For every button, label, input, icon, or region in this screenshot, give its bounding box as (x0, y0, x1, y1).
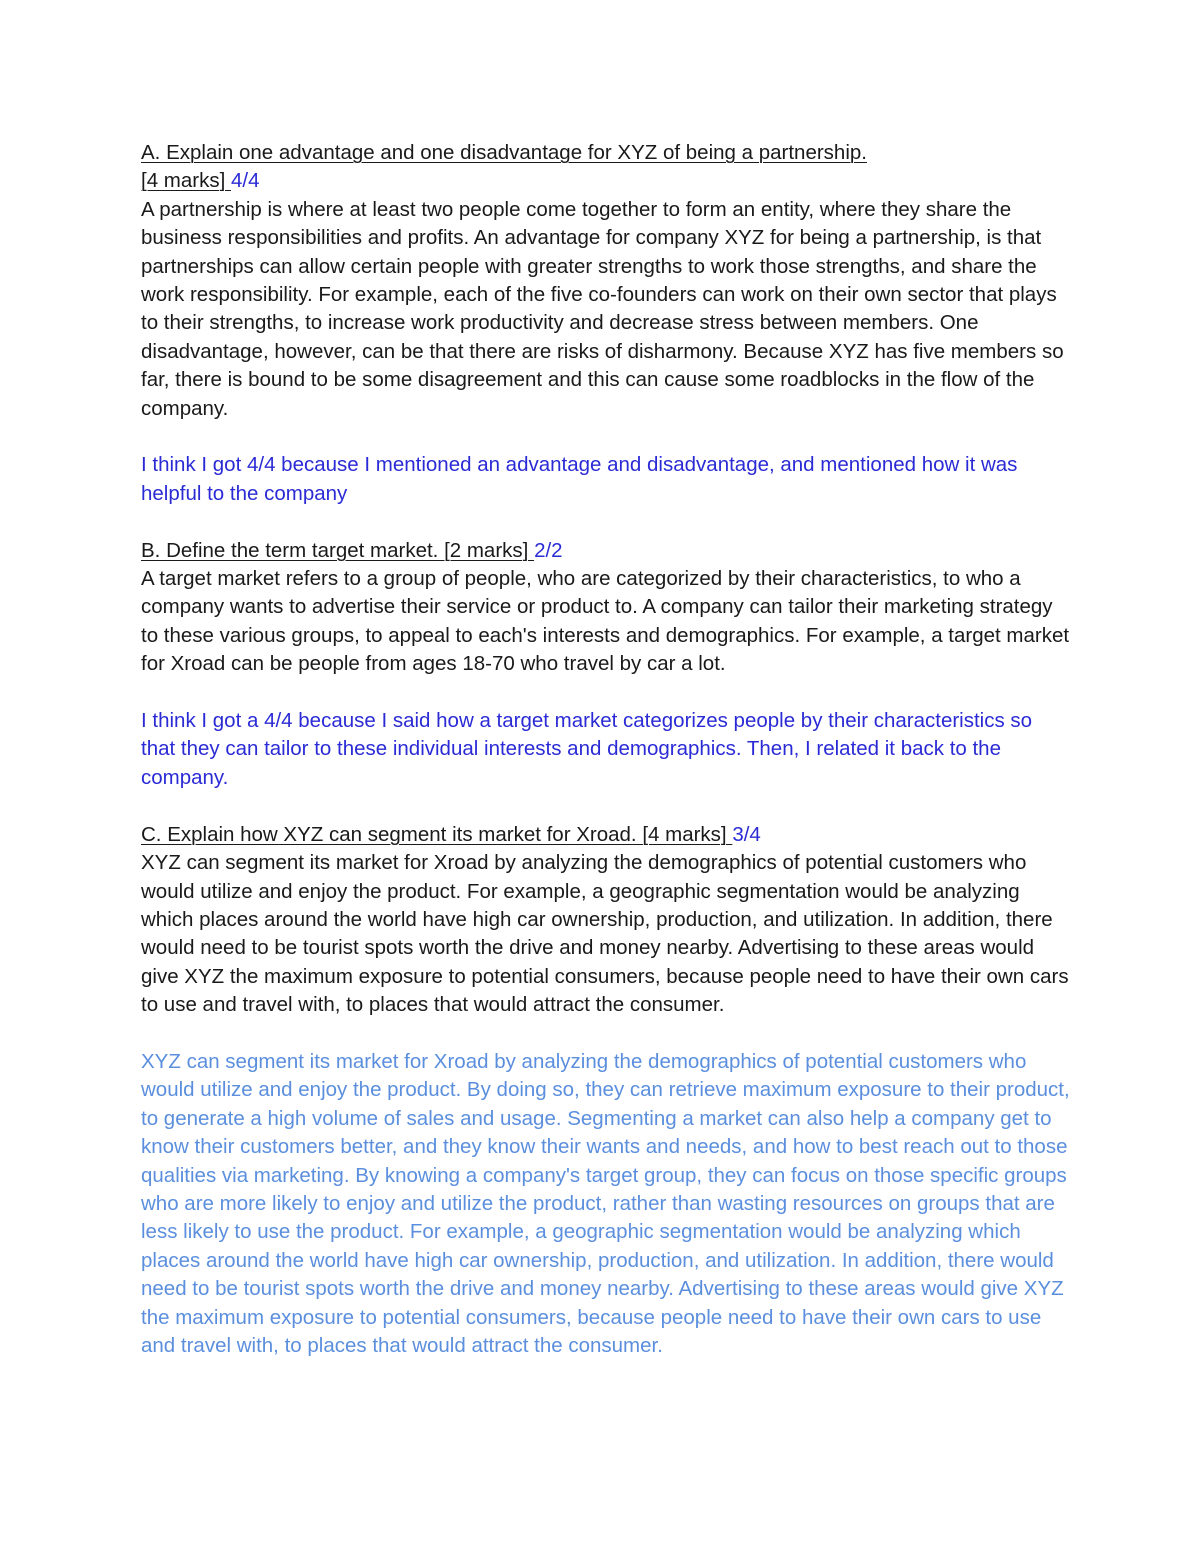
reflection-c: XYZ can segment its market for Xroad by analyzing the demographics of potential customers who would utilize and enjoy the product. By doing so, they can retrieve maximum exposure to their product, to generate a high volume of sales and usage. Segmenting a market can also help a company get to know their customers better, and they know their wants and needs, and how to best reach out to those qualities via marketing. By knowing a company's target group, they can focus on those specific groups who are more likely to enjoy and utilize the product, rather than wasting resources on groups that are less likely to use the product. For example, a geographic segmentation would be analyzing which places around the world have high car ownership, production, and utilization. In addition, there would need to be tourist spots worth the drive and money nearby. Advertising to these areas would give XYZ the maximum exposure to potential consumers, because people need to have their own cars to use and travel with, to places that would attract the consumer. (141, 1049, 1070, 1357)
answer-a: A partnership is where at least two people come together to form an entity, where they share the business responsibilities and profits. An advantage for company XYZ for being a partnership, is that partnerships can allow certain people with greater strengths to work those strengths, and share the work responsibility. For example, each of the five co-founders can work on their own sector that plays to their strengths, to increase work productivity and decrease stress between members. One disadvantage, however, can be that there are risks of disharmony. Because XYZ has five members so far, there is bound to be some disagreement and this can cause some roadblocks in the flow of the company. (141, 197, 1064, 420)
spacer (141, 792, 1071, 820)
score-a: 4/4 (231, 169, 260, 193)
answer-c: XYZ can segment its market for Xroad by analyzing the demographics of potential customers who would utilize and enjoy the product. For example, a geographic segmentation would be analyzing which places around the world have high car ownership, production, and utilization. In addition, there would need to be tourist spots worth the drive and money nearby. Advertising to these areas would give XYZ the maximum exposure to potential consumers, because people need to have their own cars to use and travel with, to places that would attract the consumer. (141, 851, 1069, 1017)
question-b (141, 537, 1071, 565)
question-a (141, 139, 1071, 196)
question-c (141, 821, 1071, 849)
question-b-text: B. Define the term target market. [2 marks] (141, 538, 535, 562)
reflection-a: I think I got 4/4 because I mentioned an advantage and disadvantage, and mentioned how it was helpful to the company (141, 453, 1018, 505)
answer-b: A target market refers to a group of people, who are categorized by their characteristics, to who a company wants to advertise their service or product to. A company can tailor their marketing strategy to these various groups, to appeal to each's interests and demographics. For example, a target market for Xroad can be people from ages 18-70 who travel by car a lot. (141, 567, 1070, 676)
question-c-text: C. Explain how XYZ can segment its market for Xroad. [4 marks] (141, 822, 733, 846)
question-a-marks: [4 marks] (141, 169, 231, 193)
score-b: 2/2 (534, 538, 563, 562)
score-c: 3/4 (732, 822, 761, 846)
question-a-text: A. Explain one advantage and one disadvantage for XYZ of being a partnership. (141, 141, 867, 164)
reflection-b: I think I got a 4/4 because I said how a target market categorizes people by their characteristics so that they can tailor to these individual interests and demographics. Then, I related it back to the company. (141, 709, 1033, 789)
section-b (141, 537, 1071, 793)
document-page (141, 139, 1071, 1360)
section-c (141, 821, 1071, 1361)
spacer (141, 508, 1071, 536)
section-a (141, 139, 1071, 508)
